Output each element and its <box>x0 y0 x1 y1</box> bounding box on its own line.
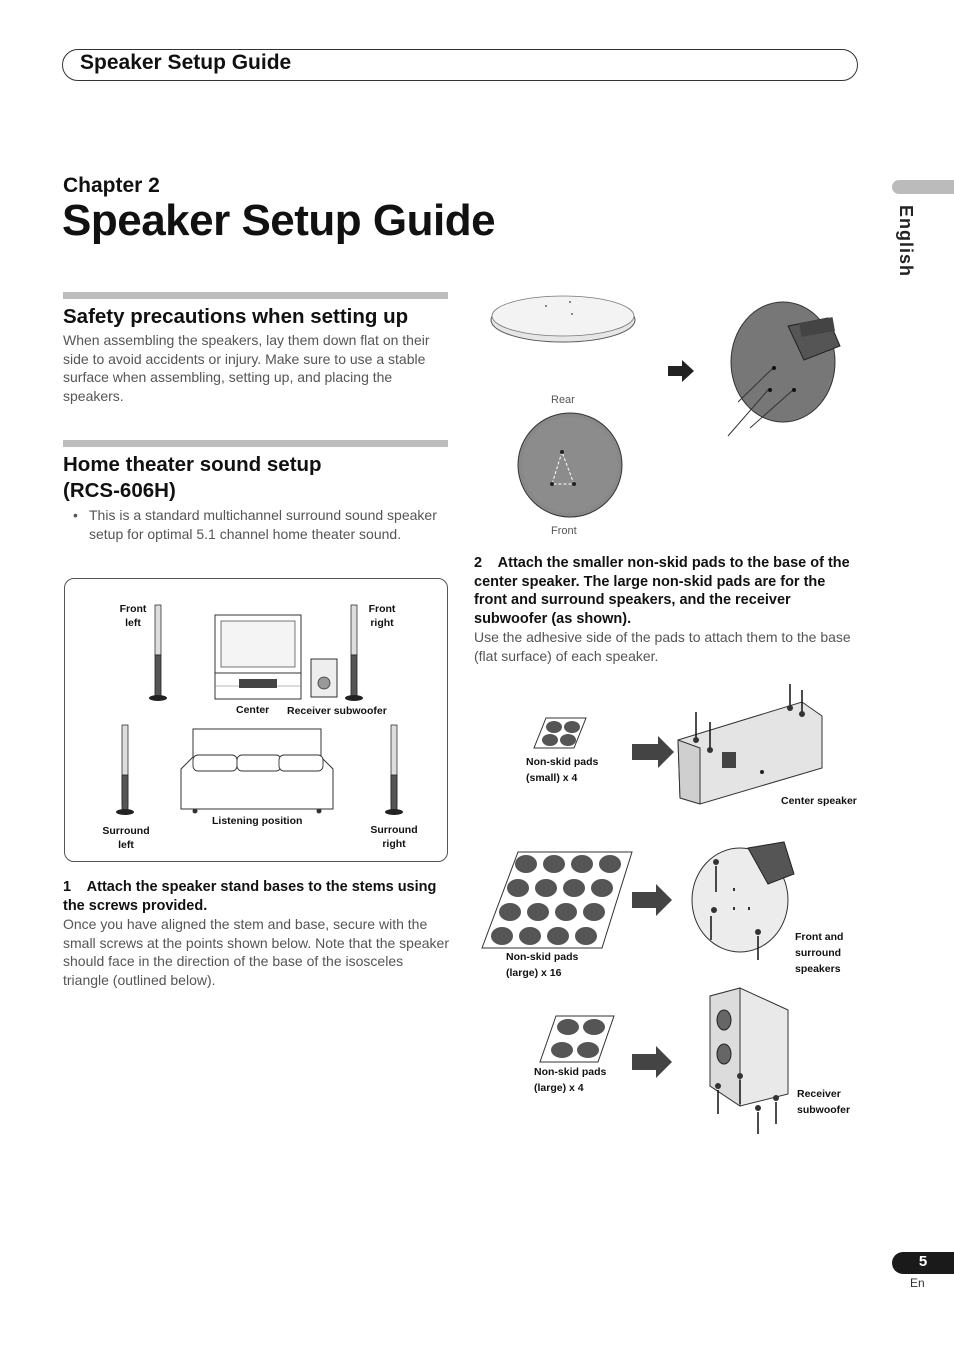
chapter-label: Chapter 2 <box>63 174 160 197</box>
page-number: 5 <box>918 1253 928 1270</box>
label-front-surround-speakers: Front and surround speakers <box>795 931 844 975</box>
step1-body: Once you have aligned the stem and base, secure with the small screws at the points shown below. Note that the speaker should face in the direction of the base of the isosceles triangle (outlined below). <box>63 916 449 988</box>
label-front-left: Front left <box>119 603 147 629</box>
label-front: Front <box>551 525 577 537</box>
label-surround-left: Surround left <box>102 825 150 851</box>
page-title: Speaker Setup Guide <box>62 196 496 245</box>
step2-heading: 2 Attach the smaller non-skid pads to the base of the center speaker. The large non-skid pads are for the front and surround speakers, and the receiver subwoofer (as shown). <box>474 555 854 627</box>
language-label: English <box>896 205 916 278</box>
stand-base-illustration <box>488 290 858 550</box>
bullet-dot: • <box>73 507 78 523</box>
label-listening-position: Listening position <box>212 815 303 827</box>
label-center: Center <box>236 704 270 716</box>
section-divider <box>63 440 448 447</box>
safety-body: When assembling the speakers, lay them down flat on their side to avoid accidents or injury. Make sure to use a stable surface when assembling, setting up, and placing the speakers. <box>63 332 430 404</box>
label-rear: Rear <box>551 394 575 406</box>
label-surround-right: Surround right <box>370 824 418 850</box>
language-tab-marker <box>892 180 954 194</box>
label-pads-small-4: Non-skid pads (small) x 4 <box>526 756 599 784</box>
section-divider <box>63 292 448 299</box>
page-language-code: En <box>910 1276 925 1290</box>
home-theater-heading: Home theater sound setup <box>63 453 322 476</box>
label-receiver-subwoofer-pads: Receiver subwoofer <box>797 1088 851 1116</box>
home-theater-bullet: This is a standard multichannel surround sound speaker setup for optimal 5.1 channel home theater sound. <box>89 507 437 542</box>
label-front-right: Front right <box>368 603 396 629</box>
safety-heading: Safety precautions when setting up <box>63 305 409 328</box>
label-pads-large-16: Non-skid pads (large) x 16 <box>506 951 579 979</box>
label-receiver-subwoofer: Receiver subwoofer <box>287 705 387 717</box>
step1-heading: 1 Attach the speaker stand bases to the stems using the screws provided. <box>63 879 441 914</box>
label-center-speaker: Center speaker <box>781 795 857 807</box>
label-pads-large-4: Non-skid pads (large) x 4 <box>534 1066 607 1094</box>
home-theater-model: (RCS-606H) <box>63 479 176 502</box>
header-title: Speaker Setup Guide <box>80 51 292 74</box>
step2-body: Use the adhesive side of the pads to attach them to the base (flat surface) of each speaker. <box>474 629 851 664</box>
